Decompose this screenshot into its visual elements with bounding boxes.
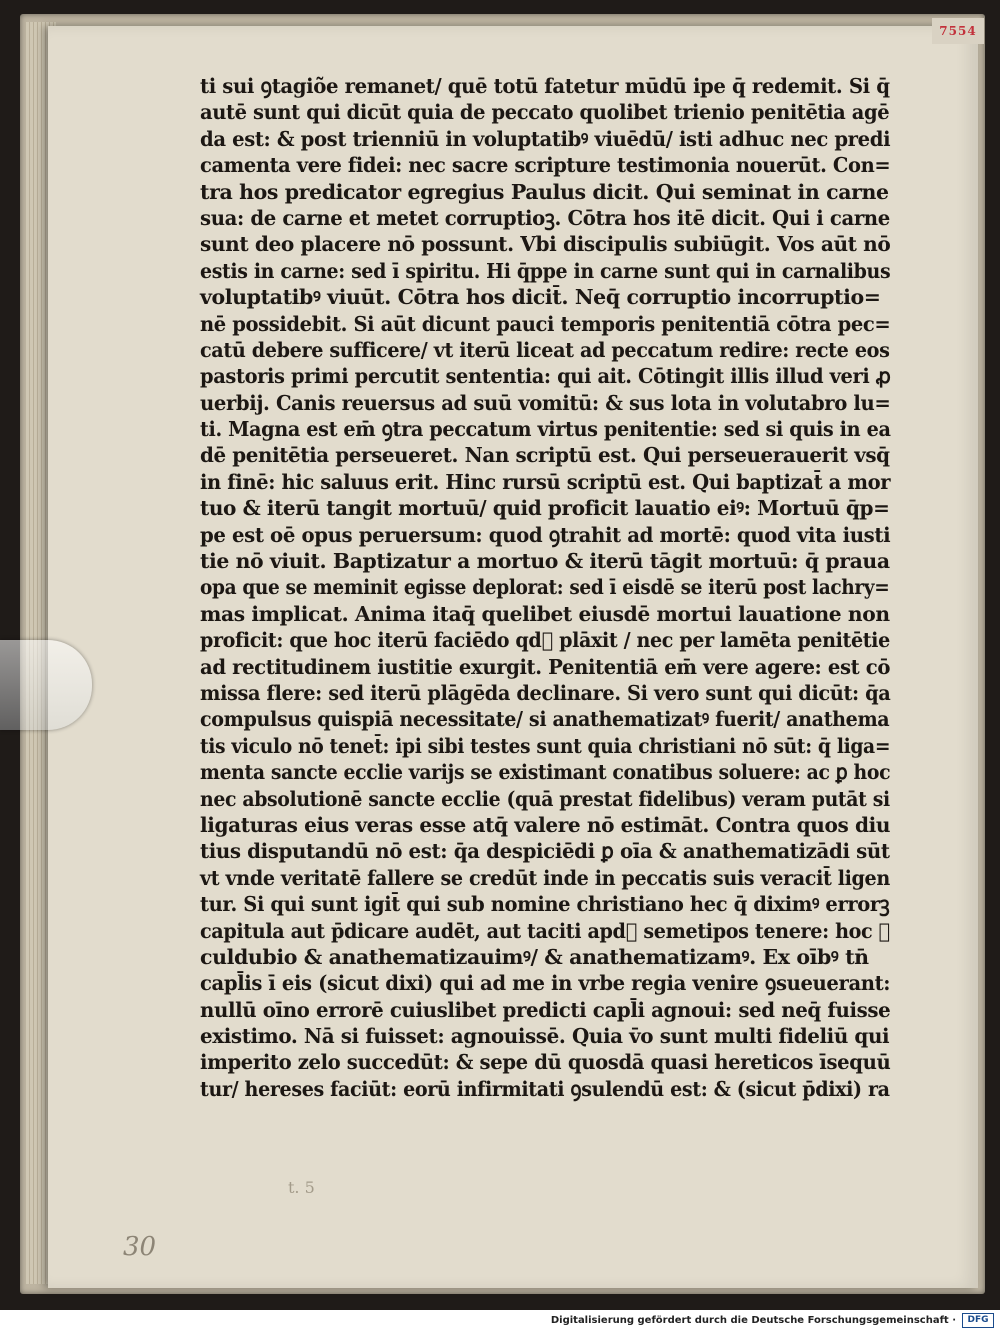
text-line: da est: & post trienniū in voluptatibꝰ viuēdū/ isti adhuc nec predi bbox=[200, 126, 891, 151]
text-line: existimo. Nā si fuisset: agnouissē. Quia v̄o sunt multi fideliū qui bbox=[200, 1024, 890, 1049]
text-line: opa que se meminit egisse deplorat: sed ī eisdē se iterū post lachry= bbox=[200, 575, 890, 600]
text-line: tuo & iterū tangit mortuū/ quid proficit lauatio eiꝰ: Mortuū q̄p= bbox=[200, 496, 890, 521]
text-line: autē sunt qui dicūt quia de peccato quolibet trienio penitētia agē bbox=[200, 100, 890, 125]
body-text bbox=[200, 73, 890, 1102]
text-line: compulsus quispiā necessitate/ si anathematizatꝰ fuerit/ anathema bbox=[200, 707, 890, 732]
text-line: sunt deo placere nō possunt. Vbi discipulis subiūgit. Vos aūt nō bbox=[200, 232, 891, 257]
text-line: tis viculo nō tenet̄: ipi sibi testes sunt quia christiani nō sūt: q̄ liga= bbox=[200, 733, 891, 758]
shelf-label: 7554 bbox=[932, 18, 984, 44]
text-line: pe est oē opus peruersum: quod ꝯtrahit ad mortē: quod vita iusti bbox=[200, 522, 891, 547]
text-line: uerbij. Canis reuersus ad suū vomitū: & sus lota in volutabro lu= bbox=[200, 390, 891, 415]
text-line: nullū oīno errorē cuiuslibet predicti capl̄i agnoui: sed neq̄ fuisse bbox=[200, 997, 891, 1022]
folio-number: 30 bbox=[123, 1232, 157, 1262]
text-line: tius disputandū nō est: q̄a despiciēdi ꝑ oīa & anathematizādi sūt bbox=[200, 839, 890, 864]
text-line: tur/ hereses faciūt: eorū infirmitati ꝯsulendū est: & (sicut p̄dixi) ra bbox=[200, 1076, 890, 1101]
plastic-bookmark bbox=[0, 640, 92, 730]
text-line: dē penitētia perseueret. Nan scriptū est. Qui perseuerauerit vsq̄ bbox=[200, 443, 890, 468]
text-line: proficit: que hoc iterū faciēdo qd᷑ plāxit / nec per lamēta penitētie bbox=[200, 628, 890, 653]
text-line: vt vnde veritatē fallere se credūt inde in peccatis suis veracit̄ ligen bbox=[200, 865, 890, 890]
footer-bar bbox=[0, 1310, 1000, 1330]
text-line: capl̄is ī eis (sicut dixi) qui ad me in vrbe regia venire ꝯsueuerant: bbox=[200, 971, 891, 996]
funding-credit: Digitalisierung gefördert durch die Deutsche Forschungsgemeinschaft · bbox=[550, 1314, 956, 1326]
text-line: mas implicat. Anima itaq̄ quelibet eiusdē mortui lauatione non bbox=[200, 601, 890, 626]
text-line: catū debere sufficere/ vt iterū liceat ad peccatum redire: recte eos bbox=[200, 337, 890, 362]
text-line: estis in carne: sed ī spiritu. Hi q̄ppe in carne sunt qui in carnalibus bbox=[200, 258, 891, 283]
text-line: menta sancte ecclie varijs se existimant conatibus soluere: ac ꝑ hoc bbox=[200, 760, 891, 785]
text-line: capitula aut p̄dicare audēt, aut taciti apd᷑ semetipos tenere: hoc ꝓ bbox=[200, 918, 890, 943]
text-line: culdubio & anathematizauimꝰ/ & anathematizamꝰ. Ex oībꝰ tn̄ bbox=[200, 944, 869, 969]
dfg-logo-icon: DFG bbox=[962, 1313, 994, 1328]
text-line: ti. Magna est em̄ ꝯtra peccatum virtus penitentie: sed si quis in ea bbox=[200, 417, 891, 442]
text-line: tie nō viuit. Baptizatur a mortuo & iterū tāgit mortuū: q̄ praua bbox=[200, 549, 890, 574]
text-line: voluptatibꝰ viuūt. Cōtra hos dicit̄. Neq̄ corruptio incorruptio= bbox=[200, 285, 881, 310]
text-line: in finē: hic saluus erit. Hinc rursū scriptū est. Qui baptizat̄ a mor bbox=[200, 469, 891, 494]
text-line: imperito zelo succedūt: & sepe dū quosdā quasi hereticos īsequū bbox=[200, 1050, 891, 1075]
text-line: tra hos predicator egregius Paulus dicit. Qui seminat in carne bbox=[200, 179, 889, 204]
text-line: pastoris primi percutit sententia: qui ait. Cōtingit illis illud veri ꝓ bbox=[200, 364, 891, 389]
text-line: ligaturas eius veras esse atq̄ valere nō estimāt. Contra quos diu bbox=[200, 812, 891, 837]
text-line: camenta vere fidei: nec sacre scripture testimonia nouerūt. Con= bbox=[200, 153, 891, 178]
text-line: nē possidebit. Si aūt dicunt pauci temporis penitentiā cōtra pec= bbox=[200, 311, 891, 336]
text-line: ti sui ꝯtagiõe remanet/ quē totū fatetur mūdū ipe q̄ redemit. Si q̄ bbox=[200, 74, 890, 98]
text-line: nec absolutionē sancte ecclie (quā prestat fidelibus) veram putāt si bbox=[200, 786, 890, 811]
text-line: missa flere: sed iterū plāgēda declinare. Si vero sunt qui dicūt: q̄a bbox=[200, 680, 891, 705]
text-line: sua: de carne et metet corruptioꝫ. Cōtra hos itē dicit. Qui i carne bbox=[200, 205, 890, 230]
faint-mark: t. 5 bbox=[288, 1178, 315, 1197]
text-line: ad rectitudinem iustitie exurgit. Penitentiā em̄ vere agere: est cō bbox=[200, 654, 891, 679]
text-line: tur. Si qui sunt igit̄ qui sub nomine christiano hec q̄ diximꝰ errorꝫ bbox=[200, 892, 890, 917]
